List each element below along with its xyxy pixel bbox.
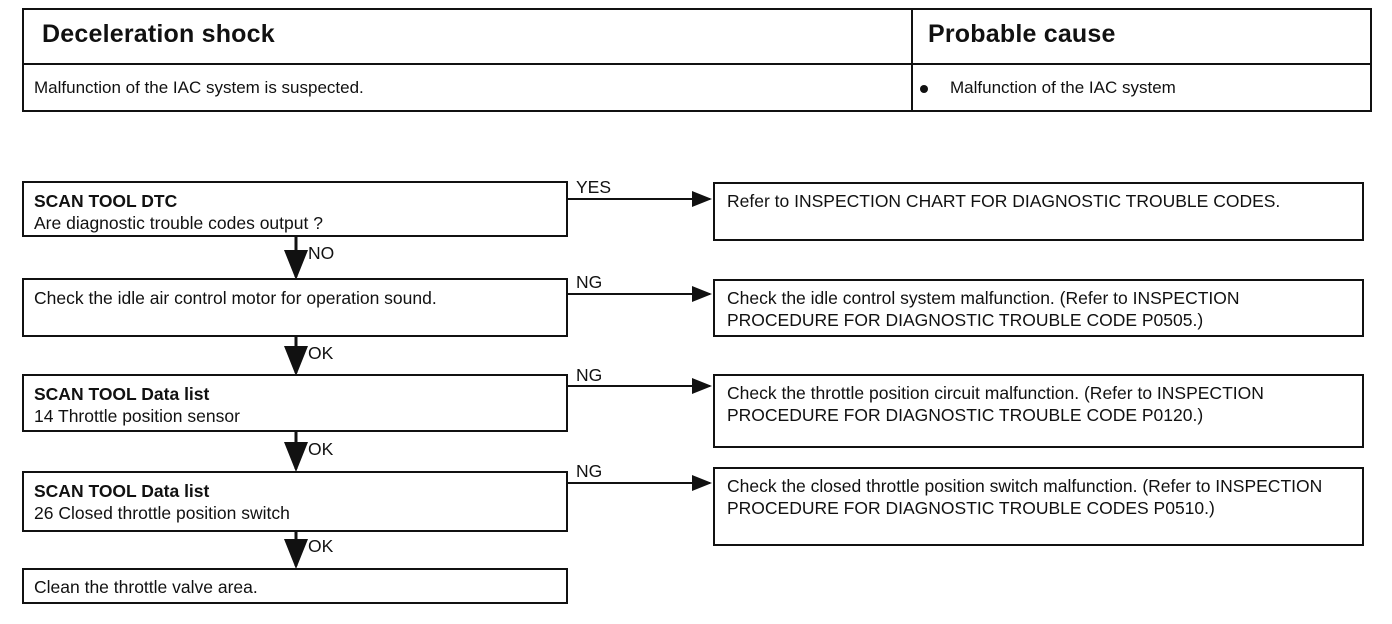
step-title: SCAN TOOL Data list bbox=[34, 481, 210, 501]
step-clean-throttle bbox=[22, 568, 568, 604]
step-text: Are diagnostic trouble codes output ? bbox=[34, 213, 323, 233]
step-text: Clean the throttle valve area. bbox=[34, 577, 258, 597]
probable-cause-title: Probable cause bbox=[928, 20, 1116, 48]
result-p0120: Check the throttle position circuit malfunction. (Refer to INSPECTION PROCEDURE FOR DIAGNOSTIC TROUBLE CODE P0120.) bbox=[713, 374, 1364, 448]
step-title: SCAN TOOL DTC bbox=[34, 191, 178, 211]
step-text: Check the idle air control motor for operation sound. bbox=[34, 288, 437, 308]
symptom-description: Malfunction of the IAC system is suspected. bbox=[34, 78, 364, 97]
result-p0510: Check the closed throttle position switch malfunction. (Refer to INSPECTION PROCEDURE FOR DIAGNOSTIC TROUBLE CODES P0510.) bbox=[713, 467, 1364, 546]
probable-cause-text: Malfunction of the IAC system bbox=[950, 78, 1176, 97]
step-iac-sound-check bbox=[22, 278, 568, 337]
label-ok-1: OK bbox=[308, 343, 334, 363]
step-throttle-sensor bbox=[22, 374, 568, 432]
label-ok-3: OK bbox=[308, 536, 334, 556]
step-text: 26 Closed throttle position switch bbox=[34, 503, 290, 523]
label-yes: YES bbox=[576, 177, 612, 197]
step-closed-throttle-switch bbox=[22, 471, 568, 532]
symptom-title: Deceleration shock bbox=[42, 20, 275, 48]
label-no: NO bbox=[308, 243, 335, 263]
result-dtc-chart: Refer to INSPECTION CHART FOR DIAGNOSTIC TROUBLE CODES. bbox=[713, 182, 1364, 241]
label-ng-1: NG bbox=[576, 272, 603, 292]
step-text: 14 Throttle position sensor bbox=[34, 406, 240, 426]
step-title: SCAN TOOL Data list bbox=[34, 384, 210, 404]
label-ok-2: OK bbox=[308, 439, 334, 459]
result-p0505: Check the idle control system malfunction. (Refer to INSPECTION PROCEDURE FOR DIAGNOSTIC TROUBLE CODE P0505.) bbox=[713, 279, 1364, 337]
step-dtc-check bbox=[22, 181, 568, 237]
label-ng-2: NG bbox=[576, 365, 603, 385]
label-ng-3: NG bbox=[576, 461, 603, 481]
